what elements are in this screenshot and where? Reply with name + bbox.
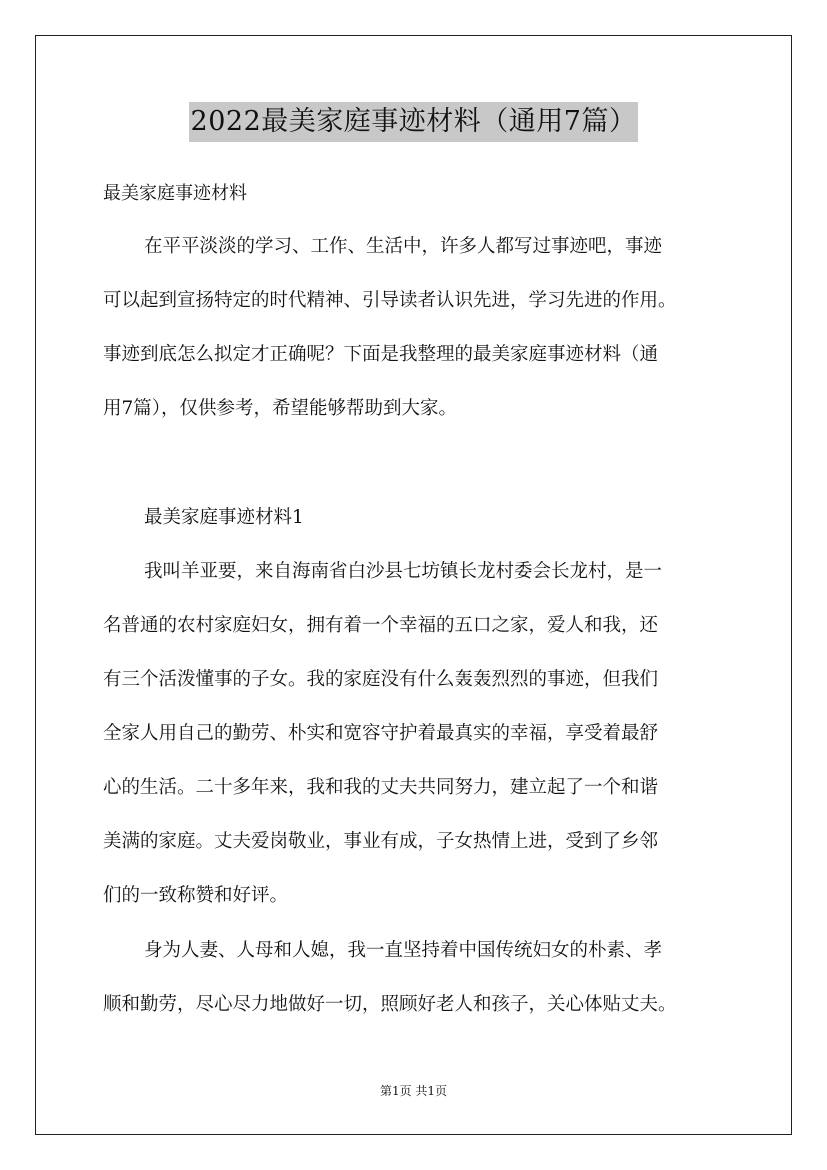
section-heading: 最美家庭事迹材料1	[144, 507, 304, 528]
paragraph-line: 们的一致称赞和好评。	[103, 885, 289, 906]
paragraph-line: 在平平淡淡的学习、工作、生活中，许多人都写过事迹吧，事迹	[144, 236, 663, 257]
section-paragraph-2	[103, 924, 743, 1032]
paragraph-line: 可以起到宣扬特定的时代精神、引导读者认识先进，学习先进的作用。	[103, 290, 677, 311]
title-container	[0, 102, 827, 142]
paragraph-line: 身为人妻、人母和人媳，我一直坚持着中国传统妇女的朴素、孝	[144, 940, 663, 961]
document-subtitle: 最美家庭事迹材料	[103, 183, 247, 204]
paragraph-line: 全家人用自己的勤劳、朴实和宽容守护着最真实的幸福，享受着最舒	[103, 723, 659, 744]
paragraph-line: 美满的家庭。丈夫爱岗敬业，事业有成，子女热情上进，受到了乡邻	[103, 831, 659, 852]
section-paragraph-1	[103, 545, 743, 923]
paragraph-line: 用7篇），仅供参考，希望能够帮助到大家。	[103, 398, 458, 419]
paragraph-line: 顺和勤劳，尽心尽力地做好一切，照顾好老人和孩子，关心体贴丈夫。	[103, 994, 677, 1015]
paragraph-line: 事迹到底怎么拟定才正确呢？下面是我整理的最美家庭事迹材料（通	[103, 344, 659, 365]
paragraph-line: 名普通的农村家庭妇女，拥有着一个幸福的五口之家，爱人和我，还	[103, 615, 659, 636]
section-heading-block	[103, 491, 743, 545]
paragraph-line: 我叫羊亚要，来自海南省白沙县七坊镇长龙村委会长龙村，是一	[144, 561, 663, 582]
paragraph-line: 有三个活泼懂事的子女。我的家庭没有什么轰轰烈烈的事迹，但我们	[103, 669, 659, 690]
page-footer: 第1页 共1页	[379, 1084, 448, 1098]
intro-paragraph	[103, 220, 743, 436]
document-title: 2022最美家庭事迹材料（通用7篇）	[189, 102, 639, 142]
paragraph-line: 心的生活。二十多年来，我和我的丈夫共同努力，建立起了一个和谐	[103, 777, 659, 798]
